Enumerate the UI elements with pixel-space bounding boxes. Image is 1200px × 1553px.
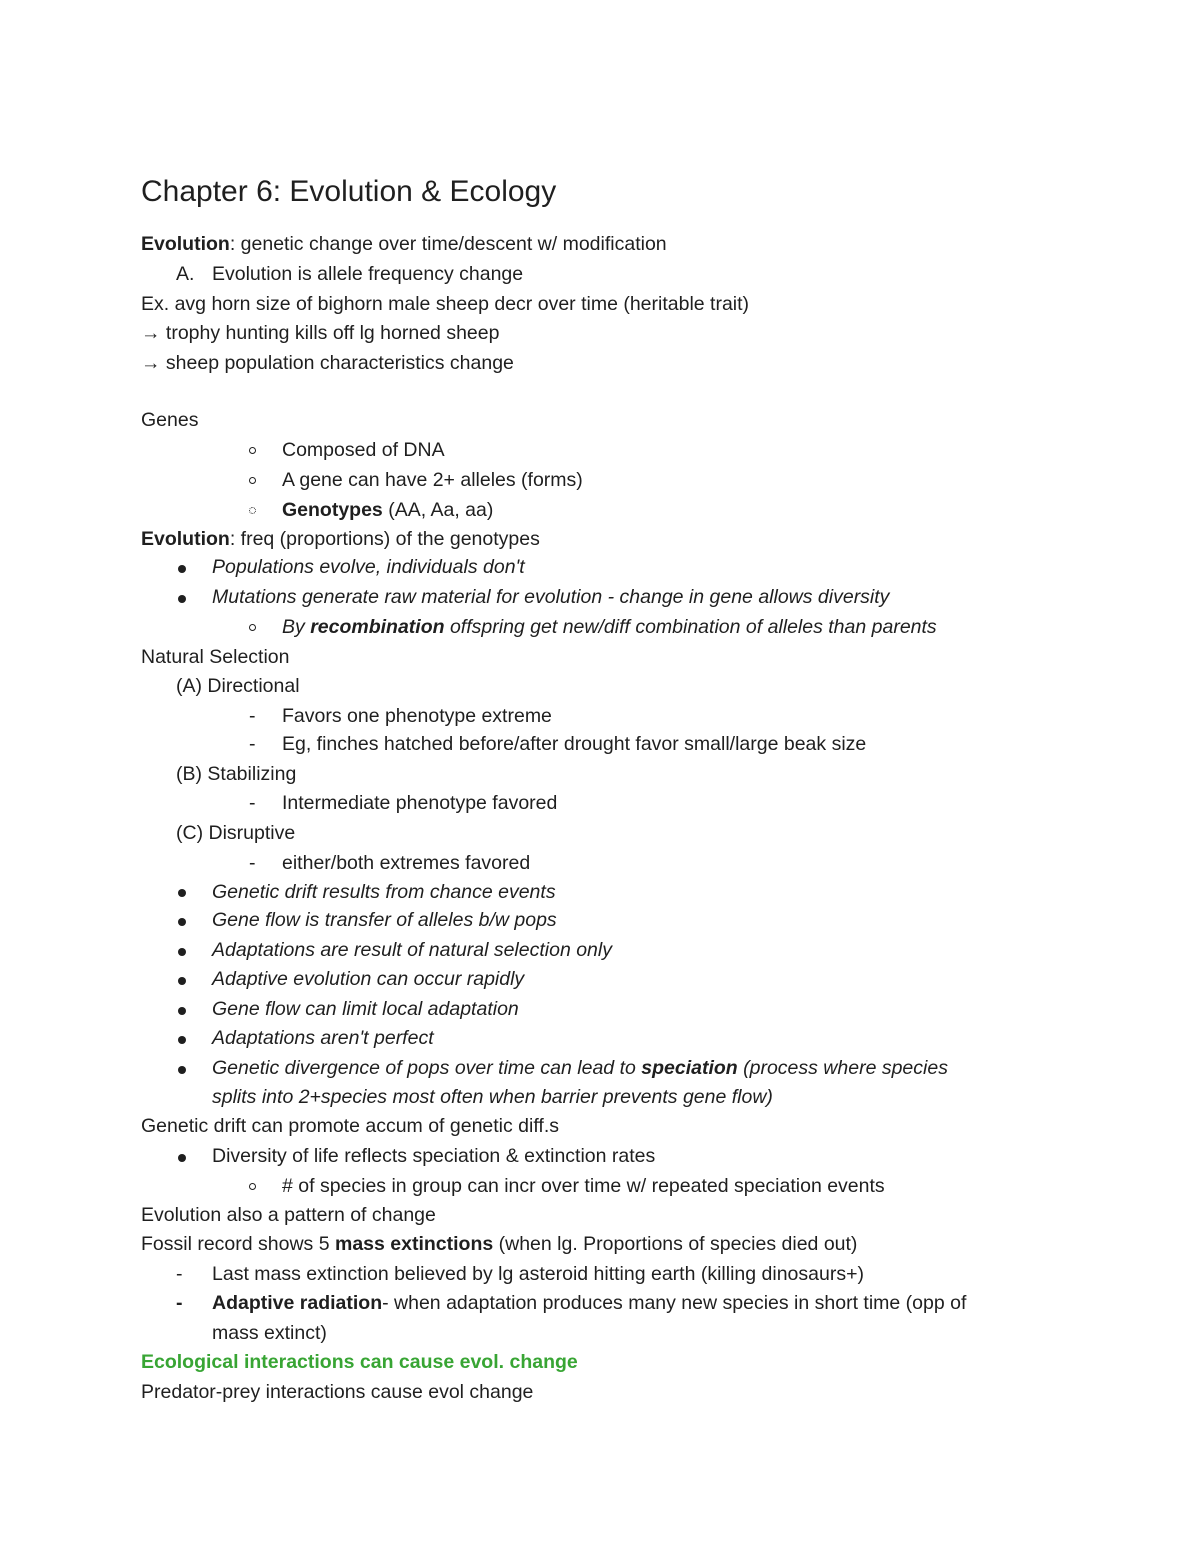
item-text: offspring get new/diff combination of alleles than parents <box>444 616 937 638</box>
item-text: (AA, Aa, aa) <box>382 499 494 521</box>
hollow-bullet-icon <box>249 624 256 631</box>
item-text: Fossil record shows 5 <box>141 1233 335 1255</box>
list-item: # of species in group can incr over time w/ repeated speciation events <box>282 1175 885 1197</box>
dash-marker: - <box>249 852 256 874</box>
dash-marker: - <box>176 1263 183 1285</box>
item-text: Genetic divergence of pops over time can lead to <box>212 1057 642 1079</box>
subheading: (C) Disruptive <box>176 822 296 844</box>
list-item-continuation: splits into 2+species most often when barrier prevents gene flow) <box>212 1086 773 1108</box>
text-line: Predator-prey interactions cause evol change <box>141 1381 534 1403</box>
list-item: Mutations generate raw material for evolution - change in gene allows diversity <box>212 586 890 608</box>
text-line: Genetic drift can promote accum of genetic diff.s <box>141 1115 560 1137</box>
list-item: Favors one phenotype extreme <box>282 705 552 727</box>
text-line: Ex. avg horn size of bighorn male sheep decr over time (heritable trait) <box>141 293 750 315</box>
bullet-icon <box>178 918 186 926</box>
section-heading: Natural Selection <box>141 646 290 668</box>
bullet-icon <box>178 565 186 573</box>
dash-marker: - <box>249 792 256 814</box>
bullet-icon <box>178 1066 186 1074</box>
list-item: Eg, finches hatched before/after drought favor small/large beak size <box>282 733 867 755</box>
dash-marker: - <box>249 705 256 727</box>
subheading: (A) Directional <box>176 675 300 697</box>
highlight-heading: Ecological interactions can cause evol. change <box>141 1351 578 1373</box>
item-text: (when lg. Proportions of species died out) <box>493 1233 858 1255</box>
bullet-icon <box>178 1036 186 1044</box>
list-item: Adaptive evolution can occur rapidly <box>212 968 525 990</box>
bullet-icon <box>178 595 186 603</box>
list-marker-a: A. <box>176 263 195 285</box>
term-bold: speciation <box>641 1057 738 1079</box>
list-item: A gene can have 2+ alleles (forms) <box>282 469 583 491</box>
list-item <box>282 495 493 525</box>
list-item: Adaptations are result of natural selection only <box>212 939 612 961</box>
list-item: either/both extremes favored <box>282 852 531 874</box>
subheading: (B) Stabilizing <box>176 763 297 785</box>
term-bold: Evolution <box>141 233 230 255</box>
list-item: Intermediate phenotype favored <box>282 792 558 814</box>
bullet-icon <box>178 889 186 897</box>
bullet-icon <box>178 1007 186 1015</box>
text-line <box>141 1229 857 1259</box>
list-item-continuation: mass extinct) <box>212 1322 327 1344</box>
bullet-icon <box>178 948 186 956</box>
term-bold: Genotypes <box>282 499 383 521</box>
list-item <box>212 1288 966 1318</box>
list-item <box>212 1053 948 1083</box>
bullet-icon <box>178 977 186 985</box>
term-bold: recombination <box>310 616 445 638</box>
list-item: Populations evolve, individuals don't <box>212 556 525 578</box>
hollow-bullet-icon <box>249 447 256 454</box>
list-item: Diversity of life reflects speciation & extinction rates <box>212 1145 656 1167</box>
page-title: Chapter 6: Evolution & Ecology <box>141 175 557 208</box>
text-line: Evolution also a pattern of change <box>141 1204 436 1226</box>
list-item: Gene flow is transfer of alleles b/w pops <box>212 909 557 931</box>
text-line: → sheep population characteristics change <box>141 352 514 374</box>
definition-text: : genetic change over time/descent w/ modification <box>229 233 667 255</box>
term-bold: mass extinctions <box>334 1233 494 1255</box>
text-line: → trophy hunting kills off lg horned sheep <box>141 322 500 344</box>
list-item: Composed of DNA <box>282 439 445 461</box>
bullet-icon <box>178 1154 186 1162</box>
list-item: Gene flow can limit local adaptation <box>212 998 519 1020</box>
term-bold: Adaptive radiation <box>212 1292 383 1314</box>
dash-marker: - <box>176 1292 183 1314</box>
list-item: Adaptations aren't perfect <box>212 1027 434 1049</box>
hollow-bullet-icon <box>249 507 256 514</box>
section-heading: Genes <box>141 409 199 431</box>
list-item <box>282 612 937 642</box>
item-text: - when adaptation produces many new species in short time (opp of <box>382 1292 967 1314</box>
dash-marker: - <box>249 733 256 755</box>
definition-line <box>141 229 667 259</box>
item-text: (process where species <box>737 1057 948 1079</box>
definition-text: : freq (proportions) of the genotypes <box>229 528 540 550</box>
hollow-bullet-icon <box>249 1183 256 1190</box>
item-text: By <box>282 616 311 638</box>
list-item: Genetic drift results from chance events <box>212 881 556 903</box>
list-item: Last mass extinction believed by lg asteroid hitting earth (killing dinosaurs+) <box>212 1263 864 1285</box>
hollow-bullet-icon <box>249 477 256 484</box>
definition-line <box>141 524 540 554</box>
term-bold: Evolution <box>141 528 230 550</box>
list-item: Evolution is allele frequency change <box>212 263 524 285</box>
